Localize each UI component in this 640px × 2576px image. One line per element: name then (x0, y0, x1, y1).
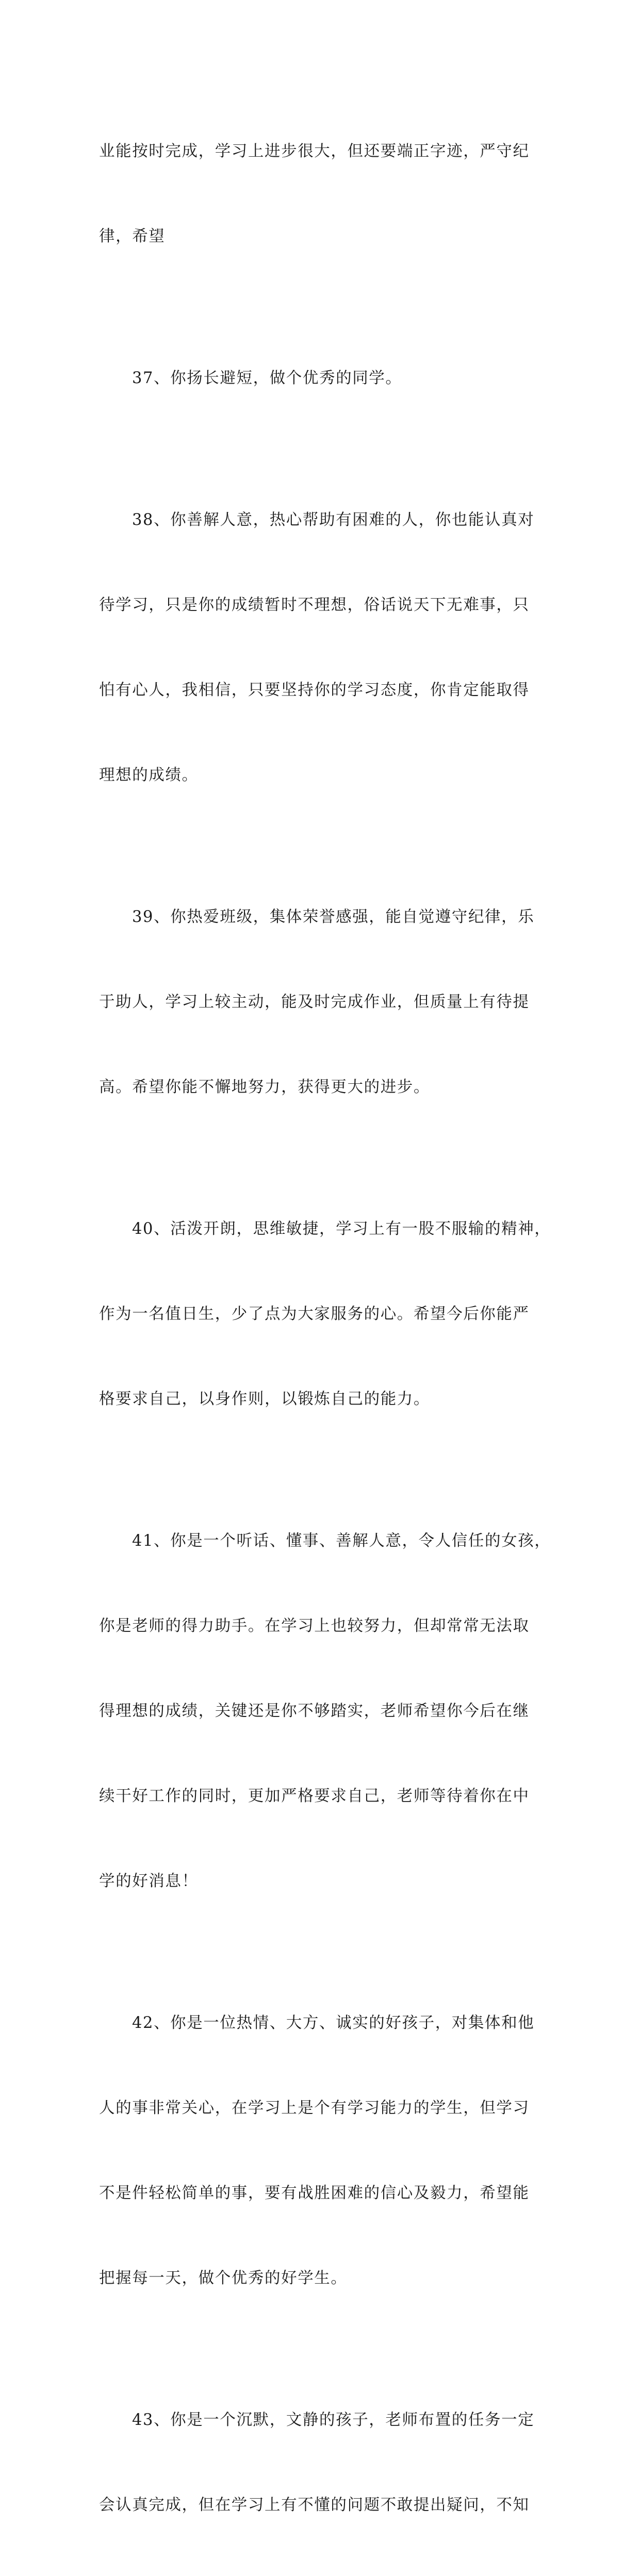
paragraph-43 (99, 2349, 546, 2576)
text-line: 人的事非常关心，在学习上是个有学习能力的学生，但学习 (99, 2099, 530, 2117)
text-line: 41、你是一个听话、懂事、善解人意，令人信任的女孩， (132, 1532, 551, 1550)
text-line: 业能按时完成，学习上进步很大，但还要端正字迹，严守纪 (99, 142, 530, 160)
text-line: 会认真完成，但在学习上有不懂的问题不敢提出疑问，不知 (99, 2496, 530, 2514)
text-line: 于助人，学习上较主动，能及时完成作业，但质量上有待提 (99, 993, 530, 1011)
paragraph-40 (99, 1158, 551, 1470)
paragraph-42 (99, 1952, 546, 2349)
paragraph-38 (99, 449, 546, 846)
text-line: 怕有心人，我相信，只要坚持你的学习态度，你肯定能取得 (99, 681, 530, 699)
text-line: 续干好工作的同时，更加严格要求自己，老师等待着你在中 (99, 1787, 530, 1805)
paragraph (99, 80, 546, 307)
text-line: 38、你善解人意，热心帮助有困难的人，你也能认真对 (132, 511, 535, 529)
text-line: 得理想的成绩，关键还是你不够踏实，老师希望你今后在继 (99, 1702, 530, 1720)
paragraph-41 (99, 1470, 551, 1952)
text-line: 高。希望你能不懈地努力，获得更大的进步。 (99, 1078, 430, 1096)
text-line: 40、活泼开朗，思维敏捷，学习上有一股不服输的精神， (132, 1220, 551, 1238)
text-line: 42、你是一位热情、大方、诚实的好孩子，对集体和他 (132, 2014, 535, 2032)
text-line: 待学习，只是你的成绩暂时不理想，俗话说天下无难事，只 (99, 596, 530, 614)
text-line: 不是件轻松简单的事，要有战胜困难的信心及毅力，希望能 (99, 2184, 530, 2202)
text-line: 律，希望 (99, 227, 166, 245)
text-line: 你是老师的得力助手。在学习上也较努力，但却常常无法取 (99, 1617, 530, 1635)
text-line: 作为一名值日生，少了点为大家服务的心。希望今后你能严 (99, 1305, 530, 1323)
text-line: 学的好消息！ (99, 1872, 199, 1890)
text-line: 43、你是一个沉默，文静的孩子，老师布置的任务一定 (132, 2411, 535, 2429)
document-page (99, 80, 551, 2576)
paragraph-37 (99, 307, 546, 449)
paragraph-39 (99, 846, 546, 1158)
text-line: 39、你热爱班级，集体荣誉感强，能自觉遵守纪律，乐 (132, 908, 535, 926)
document-body (99, 80, 551, 2576)
text-line: 把握每一天，做个优秀的好学生。 (99, 2269, 348, 2287)
text-line: 格要求自己，以身作则，以锻炼自己的能力。 (99, 1390, 430, 1408)
text-line: 理想的成绩。 (99, 766, 199, 784)
text-line: 37、你扬长避短，做个优秀的同学。 (132, 369, 402, 387)
